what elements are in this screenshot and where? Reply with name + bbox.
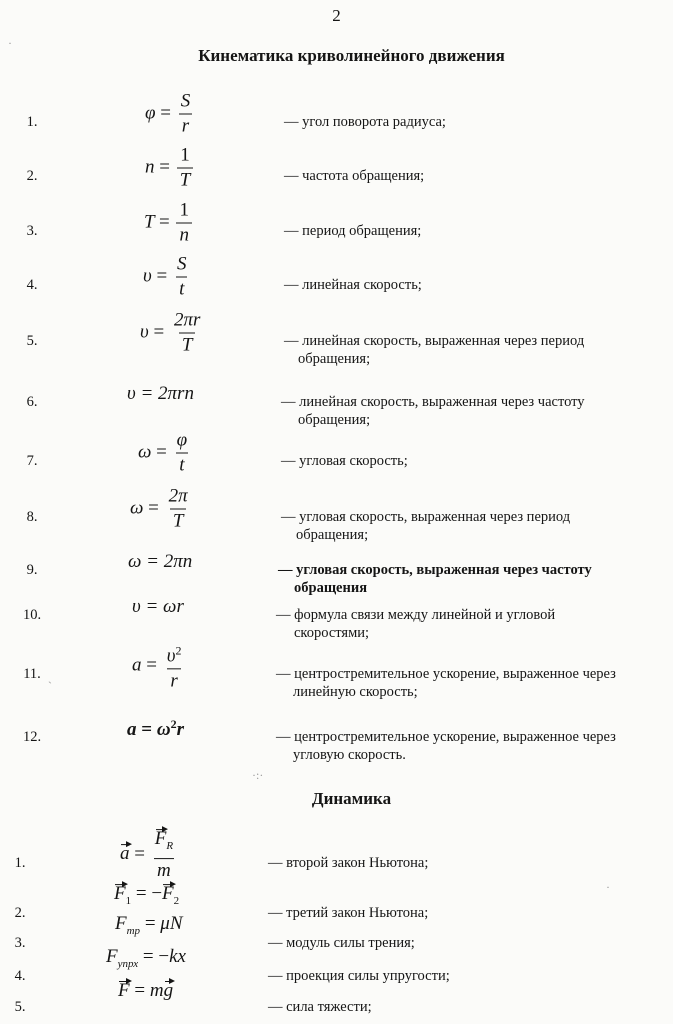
formula: n = $\frac{1}{T}$ bbox=[145, 145, 195, 192]
formula-row bbox=[0, 199, 673, 246]
formula: υ = $\frac{S}{t}$ bbox=[143, 253, 187, 300]
item-number: 2. bbox=[26, 168, 38, 184]
formula-row bbox=[0, 144, 673, 191]
item-number: 4. bbox=[14, 968, 26, 984]
formula-description-cont: скоростями; bbox=[294, 625, 370, 641]
item-number: 5. bbox=[26, 333, 38, 349]
formula-description-cont: обращения; bbox=[296, 527, 369, 543]
formula-row bbox=[0, 253, 673, 300]
formula: $F_{тр} = \mu N$ bbox=[115, 913, 183, 937]
formula-description: — центростремительное ускорение, выраженное через bbox=[276, 666, 616, 682]
formula: ω = 2πn bbox=[128, 551, 193, 572]
formula-row bbox=[0, 309, 673, 367]
formula: a = $\frac{\upsilon^2}{r}$ bbox=[132, 643, 182, 692]
formula-description: — второй закон Ньютона; bbox=[268, 855, 429, 871]
item-number: 2. bbox=[14, 905, 26, 921]
formula-description-cont: обращения bbox=[294, 580, 368, 596]
formula-description: — линейная скорость, выраженная через период bbox=[284, 333, 585, 349]
item-number: 3. bbox=[26, 223, 38, 239]
scan-speck: · bbox=[8, 36, 12, 50]
formula: a = $\frac{F_R}{m}$ bbox=[120, 828, 174, 881]
formula: υ = $\frac{2\pi r}{T}$ bbox=[140, 309, 201, 356]
formula-description-cont: обращения; bbox=[298, 351, 371, 367]
formula-row bbox=[0, 551, 673, 596]
formula-row bbox=[0, 90, 673, 137]
formula: $F_{упрх} = -kx$ bbox=[106, 946, 186, 970]
item-number: 7. bbox=[26, 453, 38, 469]
formula-description: — угловая скорость, выраженная через частоту bbox=[278, 562, 592, 578]
formula: υ = 2πrn bbox=[127, 383, 194, 404]
formula-row bbox=[0, 485, 673, 543]
section-title-dynamics: Динамика bbox=[311, 789, 392, 808]
formula: $F_1 = -F_2$ bbox=[114, 883, 180, 907]
formula-row bbox=[0, 643, 673, 700]
page-number: 2 bbox=[332, 6, 341, 25]
item-number: 3. bbox=[14, 935, 26, 951]
formula-description: — угловая скорость, выраженная через период bbox=[281, 509, 571, 525]
formula-row bbox=[0, 946, 673, 988]
formula-description: — линейная скорость, выраженная через частоту bbox=[281, 394, 585, 410]
formula-description-cont: обращения; bbox=[298, 412, 371, 428]
formula-description: — угловая скорость; bbox=[281, 453, 408, 469]
formula: T = $\frac{1}{n}$ bbox=[144, 200, 194, 247]
item-number: 1. bbox=[26, 114, 38, 130]
formula-description: — линейная скорость; bbox=[284, 277, 422, 293]
formula-row bbox=[0, 716, 673, 763]
formula-description: — сила тяжести; bbox=[268, 999, 372, 1015]
formula: $a = \omega^2r$ bbox=[127, 716, 184, 741]
item-number: 6. bbox=[26, 394, 38, 410]
formula: φ = $\frac{S}{r}$ bbox=[145, 90, 191, 137]
formula-row bbox=[0, 429, 673, 476]
formula-description: — частота обращения; bbox=[284, 168, 425, 184]
item-number: 4. bbox=[26, 277, 38, 293]
item-number: 1. bbox=[14, 855, 26, 871]
item-number: 8. bbox=[26, 509, 38, 525]
formula-description: — центростремительное ускорение, выраженное через bbox=[276, 729, 616, 745]
item-number: 5. bbox=[14, 999, 26, 1015]
formula-description: — модуль силы трения; bbox=[268, 935, 415, 951]
formula-description: — проекция силы упругости; bbox=[268, 968, 450, 984]
formula-description-cont: линейную скорость; bbox=[293, 684, 418, 700]
formula-description-cont: угловую скорость. bbox=[293, 747, 406, 763]
scan-speck: ·:· bbox=[252, 768, 264, 782]
scan-speck: · bbox=[606, 880, 610, 894]
formula: ω = $\frac{2\pi}{T}$ bbox=[130, 485, 188, 532]
formula-row bbox=[0, 980, 673, 1019]
item-number: 12. bbox=[22, 729, 42, 745]
formula-row bbox=[0, 828, 673, 881]
scan-speck: ˎ bbox=[48, 670, 52, 684]
formula: ω = $\frac{\varphi}{t}$ bbox=[138, 429, 188, 476]
item-number: 9. bbox=[26, 562, 38, 578]
formula: F = mg bbox=[118, 980, 174, 1001]
formula-description: — третий закон Ньютона; bbox=[268, 905, 429, 921]
item-number: 10. bbox=[22, 607, 42, 623]
formula-row bbox=[0, 596, 673, 641]
formula-description: — угол поворота радиуса; bbox=[284, 114, 446, 130]
formula-description: — формула связи между линейной и угловой bbox=[276, 607, 556, 623]
formula-row bbox=[0, 383, 673, 428]
section-title-kinematics: Кинематика криволинейного движения bbox=[198, 46, 505, 65]
formula: υ = ωr bbox=[132, 596, 184, 617]
item-number: 11. bbox=[23, 666, 41, 682]
formula-description: — период обращения; bbox=[284, 223, 422, 239]
